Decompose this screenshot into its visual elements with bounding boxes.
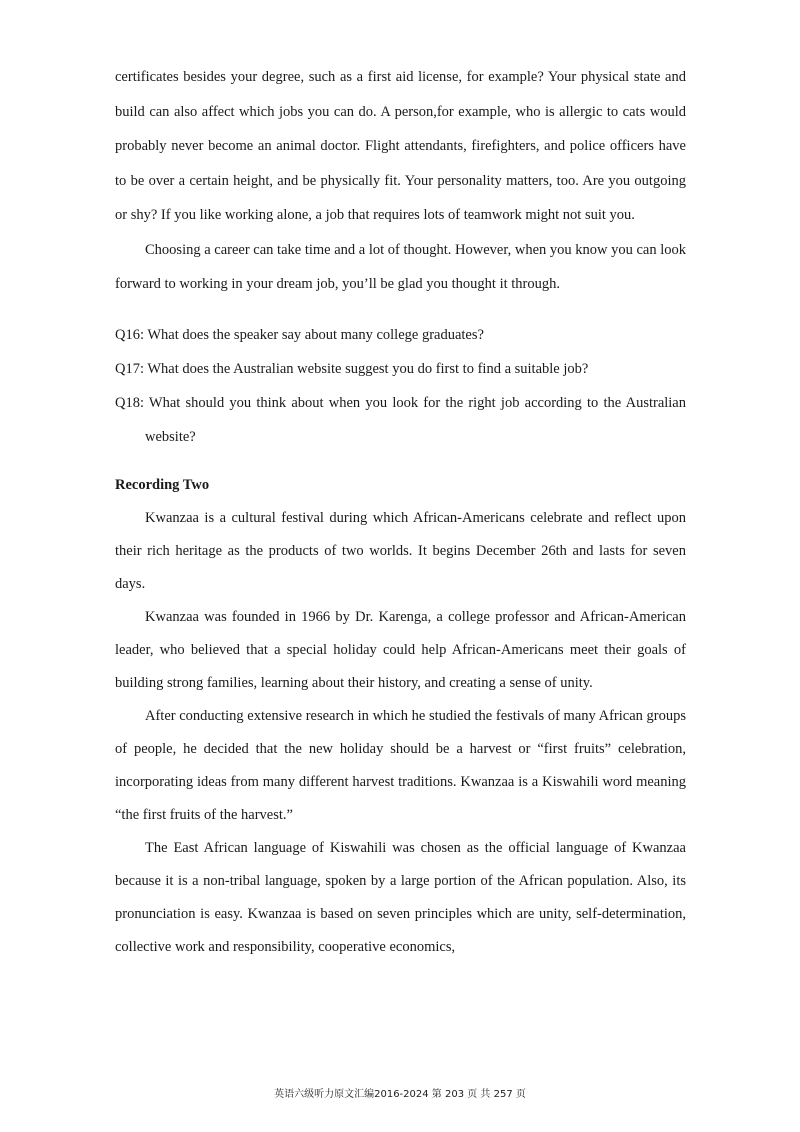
question-list bbox=[115, 318, 686, 454]
section-heading: Recording Two bbox=[115, 476, 210, 493]
body-paragraph: certificates besides your degree, such as a first aid license, for example? Your physical state and build can also affect which jobs you can do. A person,for example, who is allergic to cats would probably never become an animal doctor. Flight attendants, firefighters, and police officers have to be over a certain height, and be physically fit. Your personality matters, too. Are you outgoing or shy? If you like working alone, a job that requires lots of teamwork might not suit you. bbox=[115, 69, 686, 223]
body-paragraph: The East African language of Kiswahili was chosen as the official language of Kwanzaa because it is a non-tribal language, spoken by a large portion of the African population. Also, its pronunciation is easy. Kwanzaa is based on seven principles which are unity, self-determination, collective work and responsibility, cooperative economics, bbox=[115, 839, 686, 955]
page-footer: 英语六级听力原文汇编2016-2024 第 203 页 共 257 页 bbox=[274, 1089, 526, 1100]
question-item: Q18: What should you think about when you look for the right job according to the Australian website? bbox=[115, 394, 686, 445]
question-item: Q17: What does the Australian website suggest you do first to find a suitable job? bbox=[115, 360, 589, 377]
body-paragraph: Kwanzaa is a cultural festival during which African-Americans celebrate and reflect upon their rich heritage as the products of two worlds. It begins December 26th and lasts for seven days. bbox=[115, 509, 686, 592]
document-page bbox=[115, 60, 686, 964]
question-item: Q16: What does the speaker say about many college graduates? bbox=[115, 326, 484, 343]
body-paragraph: Choosing a career can take time and a lot of thought. However, when you know you can look forward to working in your dream job, you’ll be glad you thought it through. bbox=[115, 241, 687, 292]
body-paragraph: Kwanzaa was founded in 1966 by Dr. Karenga, a college professor and African-American leader, who believed that a special holiday could help African-Americans meet their goals of building strong families, learning about their history, and creating a sense of unity. bbox=[115, 608, 686, 691]
body-paragraph: After conducting extensive research in which he studied the festivals of many African groups of people, he decided that the new holiday should be a harvest or “first fruits” celebration, incorporating ideas from many different harvest traditions. Kwanzaa is a Kiswahili word meaning “the first fruits of the harvest.” bbox=[115, 707, 686, 823]
